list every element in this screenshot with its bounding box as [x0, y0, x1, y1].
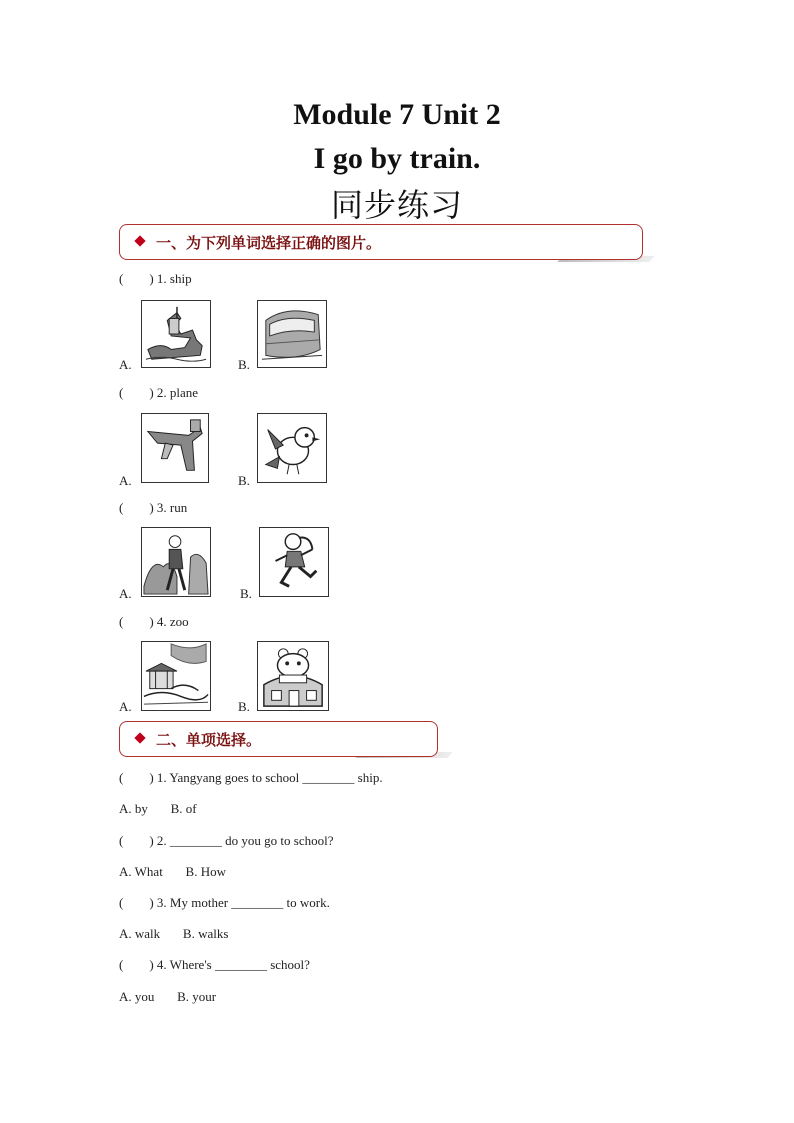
walking-man-icon [141, 527, 211, 597]
bird-icon [257, 413, 327, 483]
option-a-label: A. [119, 357, 132, 372]
module-title: Module 7 Unit 2 [293, 98, 501, 131]
question-text: ( ) 1. Yangyang goes to school ________ ship. [119, 770, 383, 785]
question-text: ( ) 4. zoo [119, 614, 189, 629]
question-text: ( ) 2. plane [119, 385, 199, 400]
question-text: ( ) 4. Where's ________ school? [119, 957, 310, 972]
option-a-label: A. [119, 473, 132, 488]
question-text: ( ) 1. ship [119, 271, 192, 286]
train-icon [257, 300, 327, 368]
diamond-icon [134, 235, 145, 246]
section-title: 二、单项选择。 [156, 731, 262, 749]
option-a-label: A. [119, 586, 132, 601]
question-options: A. walk B. walks [119, 926, 229, 941]
unit-title: I go by train. [313, 142, 481, 175]
section-header-2 [119, 721, 438, 757]
running-girl-icon [259, 527, 329, 597]
exercise-title: 同步练习 [330, 186, 463, 224]
question-options: A. by B. of [119, 801, 197, 816]
question-options: A. you B. your [119, 989, 217, 1004]
option-b-label: B. [240, 586, 252, 601]
question-text: ( ) 2. ________ do you go to school? [119, 833, 334, 848]
question-text: ( ) 3. My mother ________ to work. [119, 895, 330, 910]
ship-icon [141, 300, 211, 368]
option-b-label: B. [238, 473, 250, 488]
option-b-label: B. [238, 699, 250, 714]
option-a-label: A. [119, 699, 132, 714]
zoo-building-icon [257, 641, 329, 711]
option-b-label: B. [238, 357, 250, 372]
plane-icon [141, 413, 209, 483]
section-header-1 [119, 224, 643, 260]
diamond-icon [134, 732, 145, 743]
pavilion-icon [141, 641, 211, 711]
question-text: ( ) 3. run [119, 500, 188, 515]
question-options: A. What B. How [119, 864, 227, 879]
section-title: 一、为下列单词选择正确的图片。 [156, 234, 382, 252]
